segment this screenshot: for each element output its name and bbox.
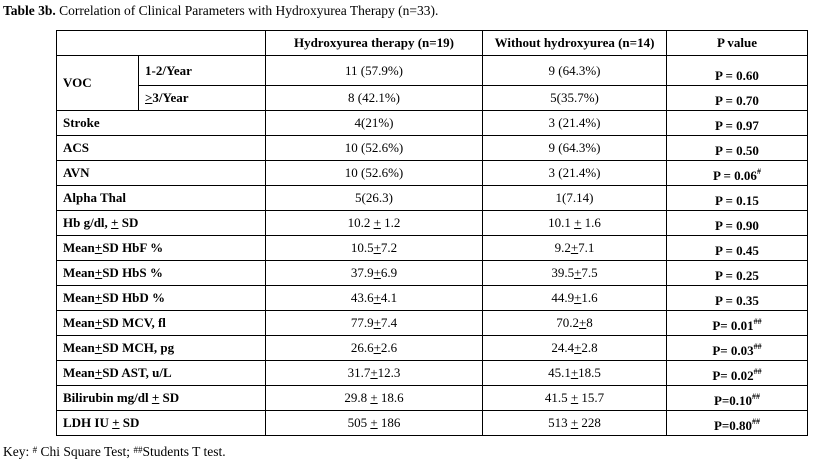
- label-post: SD MCH, pg: [102, 340, 175, 355]
- label-pm: +: [94, 365, 103, 380]
- label-pm: +: [151, 390, 160, 405]
- cell-without: 3 (21.4%): [483, 161, 667, 186]
- plus-minus-sign: +: [373, 215, 381, 230]
- label-pre: Mean: [63, 265, 95, 280]
- plus-minus-sign: +: [373, 340, 381, 355]
- cell-pvalue: [667, 86, 808, 111]
- label-pre: Mean: [63, 340, 95, 355]
- key-sup-1: #: [32, 445, 38, 455]
- cell-without: 1(7.14): [483, 186, 667, 211]
- label-pre: AVN: [63, 165, 90, 180]
- label-post: SD: [119, 415, 140, 430]
- table-row: [57, 386, 808, 411]
- cell-hydroxyurea: 11 (57.9%): [266, 56, 483, 86]
- plus-minus-sign: +: [370, 365, 378, 380]
- key-text-2: Students T test.: [142, 444, 226, 459]
- plus-minus-sign: +: [574, 290, 582, 305]
- label-pm: +: [94, 290, 103, 305]
- pvalue-text: P = 0.50: [715, 143, 759, 158]
- sublabel-rest: 3/Year: [152, 90, 189, 105]
- row-label: [57, 411, 266, 436]
- row-label: [57, 236, 266, 261]
- cell-hydroxyurea: 10.5+7.2: [266, 236, 483, 261]
- cell-hydroxyurea: 8 (42.1%): [266, 86, 483, 111]
- table-row: [57, 161, 808, 186]
- cell-hydroxyurea: 43.6+4.1: [266, 286, 483, 311]
- label-post: SD HbS %: [102, 265, 163, 280]
- cell-hydroxyurea: 10.2 + 1.2: [266, 211, 483, 236]
- row-label: [57, 311, 266, 336]
- cell-pvalue: [667, 411, 808, 436]
- cell-without: 10.1 + 1.6: [483, 211, 667, 236]
- row-label: [57, 211, 266, 236]
- key-sup-2: ##: [133, 445, 143, 455]
- plus-minus-sign: +: [578, 315, 587, 330]
- label-post: SD HbF %: [102, 240, 164, 255]
- label-post: SD: [159, 390, 180, 405]
- pvalue-text: P = 0.25: [715, 268, 759, 283]
- cell-without: 9 (64.3%): [483, 56, 667, 86]
- label-post: SD: [118, 215, 139, 230]
- plus-minus-sign: +: [373, 290, 381, 305]
- row-label: [57, 286, 266, 311]
- cell-pvalue: [667, 136, 808, 161]
- pvalue-marker: ##: [753, 342, 762, 351]
- row-label: [57, 336, 266, 361]
- label-pm: +: [112, 415, 120, 430]
- plus-minus-sign: +: [570, 365, 579, 380]
- cell-pvalue: [667, 186, 808, 211]
- plus-minus-sign: +: [373, 240, 381, 255]
- label-pre: Alpha Thal: [63, 190, 126, 205]
- pvalue-text: P = 0.06: [713, 168, 757, 183]
- pvalue-marker: ##: [753, 367, 762, 376]
- pvalue-text: P = 0.70: [715, 93, 759, 108]
- pvalue-text: P = 0.90: [715, 218, 759, 233]
- pvalue-marker: #: [756, 167, 761, 176]
- pvalue-marker: ##: [752, 417, 761, 426]
- cell-without: 39.5+7.5: [483, 261, 667, 286]
- correlation-table: [56, 30, 808, 436]
- table-caption: [3, 2, 438, 20]
- table-row: [57, 86, 808, 111]
- cell-without: 41.5 + 15.7: [483, 386, 667, 411]
- cell-pvalue: [667, 336, 808, 361]
- cell-pvalue: [667, 56, 808, 86]
- key-prefix: Key:: [3, 444, 33, 459]
- cell-without: 9.2+7.1: [483, 236, 667, 261]
- table-row: [57, 211, 808, 236]
- cell-pvalue: [667, 111, 808, 136]
- pvalue-text: P = 0.15: [715, 193, 759, 208]
- table-row: [57, 186, 808, 211]
- pvalue-text: P= 0.01: [712, 318, 754, 333]
- label-pre: Mean: [63, 315, 95, 330]
- header-without: Without hydroxyurea (n=14): [483, 31, 667, 56]
- cell-without: 70.2+8: [483, 311, 667, 336]
- cell-pvalue: [667, 261, 808, 286]
- plus-minus-sign: +: [574, 265, 582, 280]
- label-pre: Bilirubin mg/dl: [63, 390, 152, 405]
- cell-hydroxyurea: 10 (52.6%): [266, 136, 483, 161]
- pvalue-text: P = 0.97: [715, 118, 759, 133]
- cell-pvalue: [667, 236, 808, 261]
- table-row: [57, 411, 808, 436]
- header-hydroxyurea: Hydroxyurea therapy (n=19): [266, 31, 483, 56]
- row-label: [57, 361, 266, 386]
- table-row: [57, 286, 808, 311]
- plus-minus-sign: +: [370, 390, 378, 405]
- pvalue-text: P= 0.02: [712, 368, 754, 383]
- cell-without: 9 (64.3%): [483, 136, 667, 161]
- plus-minus-sign: +: [373, 265, 381, 280]
- key-text-1: Chi Square Test;: [37, 444, 134, 459]
- table-row: [57, 56, 808, 86]
- table-key: [3, 443, 226, 461]
- cell-without: 44.9+1.6: [483, 286, 667, 311]
- label-pre: Mean: [63, 290, 95, 305]
- row-label-voc: VOC: [57, 56, 139, 111]
- caption-text: Correlation of Clinical Parameters with Hydroxyurea Therapy (n=33).: [59, 3, 439, 18]
- table-row: [57, 261, 808, 286]
- pvalue-text: P=0.80: [713, 418, 753, 433]
- row-sublabel: [139, 86, 266, 111]
- plus-minus-sign: +: [570, 390, 579, 405]
- row-sublabel: 1-2/Year: [139, 56, 266, 86]
- table-row: [57, 236, 808, 261]
- cell-pvalue: [667, 361, 808, 386]
- cell-pvalue: [667, 311, 808, 336]
- cell-without: 24.4+2.8: [483, 336, 667, 361]
- table-row: [57, 311, 808, 336]
- label-pm: +: [111, 215, 119, 230]
- pvalue-marker: ##: [753, 317, 762, 326]
- cell-hydroxyurea: 77.9+7.4: [266, 311, 483, 336]
- cell-hydroxyurea: 10 (52.6%): [266, 161, 483, 186]
- plus-minus-sign: +: [574, 215, 582, 230]
- cell-hydroxyurea: 5(26.3): [266, 186, 483, 211]
- label-pre: Stroke: [63, 115, 100, 130]
- plus-minus-sign: +: [570, 415, 579, 430]
- cell-without: 513 + 228: [483, 411, 667, 436]
- plus-minus-sign: +: [373, 315, 381, 330]
- table-row: [57, 336, 808, 361]
- label-post: SD AST, u/L: [102, 365, 172, 380]
- sublabel-prefix: >: [145, 90, 153, 105]
- header-pvalue: P value: [667, 31, 808, 56]
- cell-pvalue: [667, 386, 808, 411]
- pvalue-text: P = 0.35: [715, 293, 759, 308]
- row-label: [57, 111, 266, 136]
- header-row: [57, 31, 808, 56]
- label-post: SD HbD %: [102, 290, 166, 305]
- cell-hydroxyurea: 26.6+2.6: [266, 336, 483, 361]
- cell-without: 3 (21.4%): [483, 111, 667, 136]
- plus-minus-sign: +: [370, 415, 378, 430]
- cell-hydroxyurea: 29.8 + 18.6: [266, 386, 483, 411]
- pvalue-marker: ##: [752, 392, 761, 401]
- row-label: [57, 186, 266, 211]
- row-label: [57, 386, 266, 411]
- plus-minus-sign: +: [570, 240, 579, 255]
- pvalue-text: P = 0.60: [715, 68, 759, 83]
- caption-label: Table 3b.: [3, 3, 56, 18]
- pvalue-text: P = 0.45: [715, 243, 759, 258]
- pvalue-text: P= 0.03: [712, 343, 754, 358]
- label-pre: LDH IU: [63, 415, 113, 430]
- label-pre: Mean: [63, 365, 95, 380]
- cell-pvalue: [667, 286, 808, 311]
- header-blank: [57, 31, 266, 56]
- table-row: [57, 111, 808, 136]
- label-pre: ACS: [63, 140, 90, 155]
- cell-hydroxyurea: 505 + 186: [266, 411, 483, 436]
- table-row: [57, 361, 808, 386]
- cell-without: 5(35.7%): [483, 86, 667, 111]
- label-pm: +: [94, 340, 103, 355]
- label-post: SD MCV, fl: [102, 315, 166, 330]
- cell-pvalue: [667, 211, 808, 236]
- table-row: [57, 136, 808, 161]
- plus-minus-sign: +: [574, 340, 582, 355]
- cell-pvalue: [667, 161, 808, 186]
- cell-hydroxyurea: 37.9+6.9: [266, 261, 483, 286]
- cell-hydroxyurea: 31.7+12.3: [266, 361, 483, 386]
- row-label: [57, 261, 266, 286]
- pvalue-text: P=0.10: [713, 393, 753, 408]
- row-label: [57, 136, 266, 161]
- label-pre: Mean: [63, 240, 95, 255]
- cell-without: 45.1+18.5: [483, 361, 667, 386]
- label-pm: +: [94, 315, 103, 330]
- label-pm: +: [94, 240, 103, 255]
- row-label: [57, 161, 266, 186]
- cell-hydroxyurea: 4(21%): [266, 111, 483, 136]
- label-pm: +: [94, 265, 103, 280]
- label-pre: Hb g/dl,: [63, 215, 112, 230]
